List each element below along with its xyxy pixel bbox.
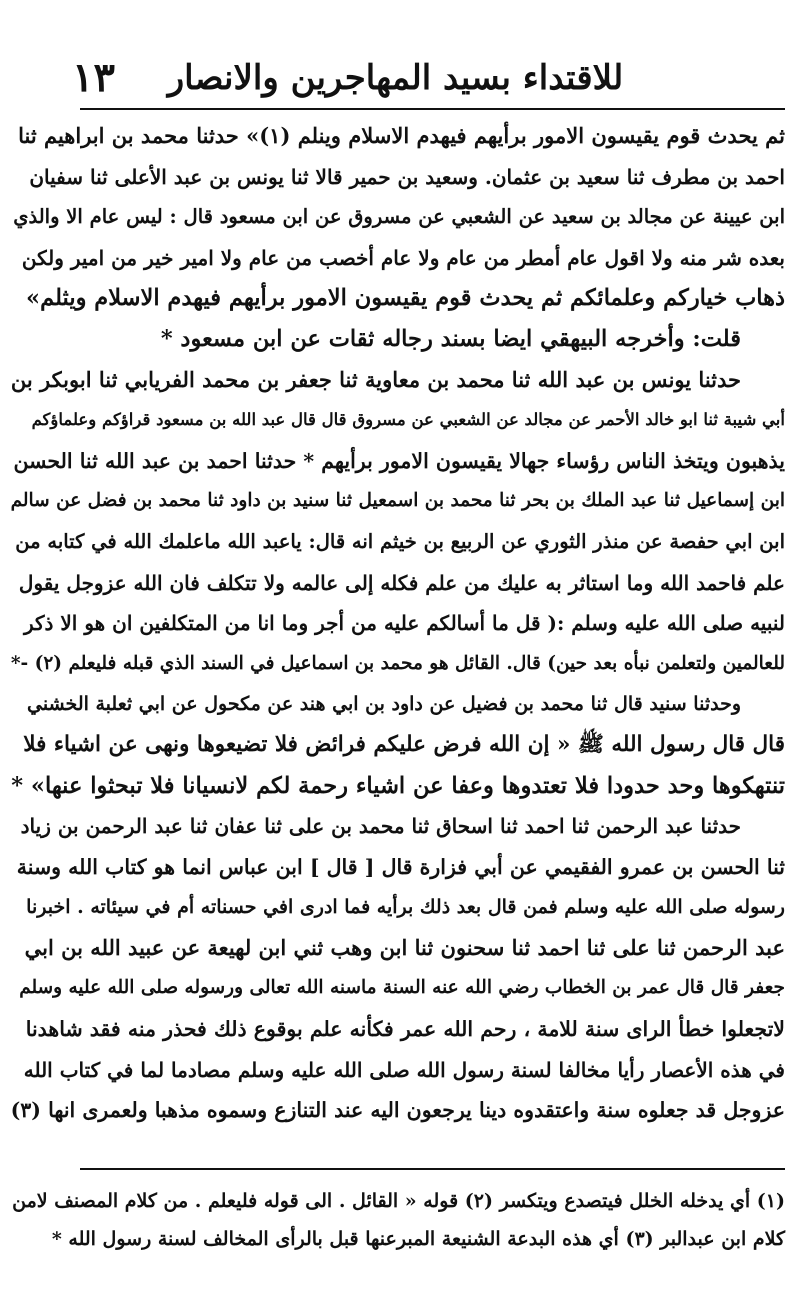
text-line: تنتهكوها وحد حدودا فلا تعتدوها وعفا عن اشياء رحمة لكم لانسيانا فلا تبحثوا عنها» *: [11, 772, 785, 799]
text-line: ابن عيينة عن مجالد بن سعيد عن الشعبي عن مسروق عن ابن مسعود قال : ليس عام الا والذي: [13, 205, 785, 229]
header-rule: [80, 108, 785, 110]
footnotes: [12, 1182, 785, 1258]
main-text: [12, 116, 785, 1131]
text-line: عزوجل قد جعلوه سنة واعتقدوه دينا يرجعون اليه عند التنازع وسموه مذهبا ولعمرى انها (٣): [10, 1098, 785, 1123]
page-header: [20, 52, 771, 104]
text-line: وحدثنا سنيد قال ثنا محمد بن فضيل عن داود بن ابي هند عن مكحول عن ابي ثعلبة الخشني: [27, 693, 741, 716]
text-line: في هذه الأعصار رأيا مخالفا لسنة رسول الله صلى الله عليه وسلم مصادما لما في كتاب الله: [23, 1057, 785, 1082]
text-line: ذهاب خياركم وعلمائكم ثم يحدث قوم يقيسون الامور برأيهم فيهدم الاسلام ويثلم»: [26, 285, 785, 312]
text-line: جعفر قال قال عمر بن الخطاب رضي الله عنه السنة ماسنه الله تعالى ورسوله صلى الله عليه وسلم: [19, 977, 785, 999]
text-line: لاتجعلوا خطأ الراى سنة للامة ، رحم الله عمر فكأنه علم بوقوع ذلك فحذر منه فقد شاهدنا: [25, 1017, 785, 1042]
text-line: بعده شر منه ولا اقول عام أمطر من عام ولا عام أخصب من عام ولا امير خير من امير ولكن: [21, 245, 785, 270]
page-number: ١٣: [72, 54, 115, 101]
text-line: عبد الرحمن ثنا على ثنا احمد ثنا سحنون ثنا ابن وهب ثني ابن لهيعة عن عبيد الله بن ابي: [24, 934, 785, 960]
text-line: قلت: وأخرجه البيهقي ايضا بسند رجاله ثقات عن ابن مسعود *: [160, 325, 741, 352]
footnote-line: (١) أي يدخله الخلل فيتصدع ويتكسر (٢) قوله « القائل . الى قوله فليعلم . من كلام المصنف لامن: [12, 1190, 785, 1212]
text-line: ابن ابي حفصة عن منذر الثوري عن الربيع بن خيثم انه قال: ياعبد الله ماعلمك الله في كتابه من: [15, 529, 785, 553]
running-title: للاقتداء بسيد المهاجرين والانصار: [167, 58, 624, 98]
text-line: احمد بن مطرف ثنا سعيد بن عثمان. وسعيد بن حمير قالا ثنا يونس بن عبد الأعلى ثنا سفيان: [29, 164, 785, 189]
text-line: رسوله صلى الله عليه وسلم فمن قال بعد ذلك برأيه فما ادرى افي حسناته أم في سيئاته . اخبرنا: [26, 896, 785, 919]
text-line: أبي شيبة ثنا ابو خالد الأحمر عن مجالد عن الشعبي عن مسروق قال قال عبد الله بن مسعود قراؤكم وعلماؤكم: [31, 410, 785, 430]
text-line: ابن إسماعيل ثنا عبد الملك بن بحر ثنا محمد بن اسمعيل ثنا سنيد بن داود ثنا محمد بن فضل عن سالم: [10, 490, 785, 512]
text-line: حدثنا يونس بن عبد الله ثنا محمد بن معاوية ثنا جعفر بن محمد الفريابي ثنا ابوبكر بن: [10, 366, 741, 392]
text-line: حدثنا عبد الرحمن ثنا احمد ثنا اسحاق ثنا محمد بن على ثنا عفان ثنا عبد الرحمن بن زياد: [20, 814, 741, 839]
text-line: ثنا الحسن بن عمرو الفقيمي عن أبي فزارة قال [ قال ] ابن عباس انما هو كتاب الله وسنة: [16, 854, 785, 879]
text-line: قال قال رسول الله ﷺ « إن الله فرض عليكم فرائض فلا تضيعوها ونهى عن اشياء فلا: [23, 731, 785, 757]
text-line: ثم يحدث قوم يقيسون الامور برأيهم فيهدم الاسلام وينلم (١)» حدثنا محمد بن ابراهيم ثنا: [18, 123, 785, 148]
text-line: للعالمين ولتعلمن نبأه بعد حين) قال. القائل هو محمد بن اسماعيل في السند الذي قبله فليعلم (٢) -*: [10, 652, 785, 674]
text-line: لنبيه صلى الله عليه وسلم :( قل ما أسالكم عليه من أجر وما انا من المتكلفين ان هو الا ذكر: [23, 611, 785, 636]
text-line: يذهبون ويتخذ الناس رؤساء جهالا يقيسون الامور برأيهم * حدثنا احمد بن عبد الله ثنا الحسن: [13, 448, 785, 473]
text-line: علم فاحمد الله وما استاثر به عليك من علم فكله إلى عالمه ولا تتكلف فان الله عزوجل يقول: [18, 570, 785, 595]
footnote-rule: [80, 1168, 785, 1170]
footnote-line: كلام ابن عبدالبر (٣) أي هذه البدعة الشنيعة المبرعنها قبل بالرأى المخالف لسنة رسول الله *: [51, 1228, 785, 1250]
